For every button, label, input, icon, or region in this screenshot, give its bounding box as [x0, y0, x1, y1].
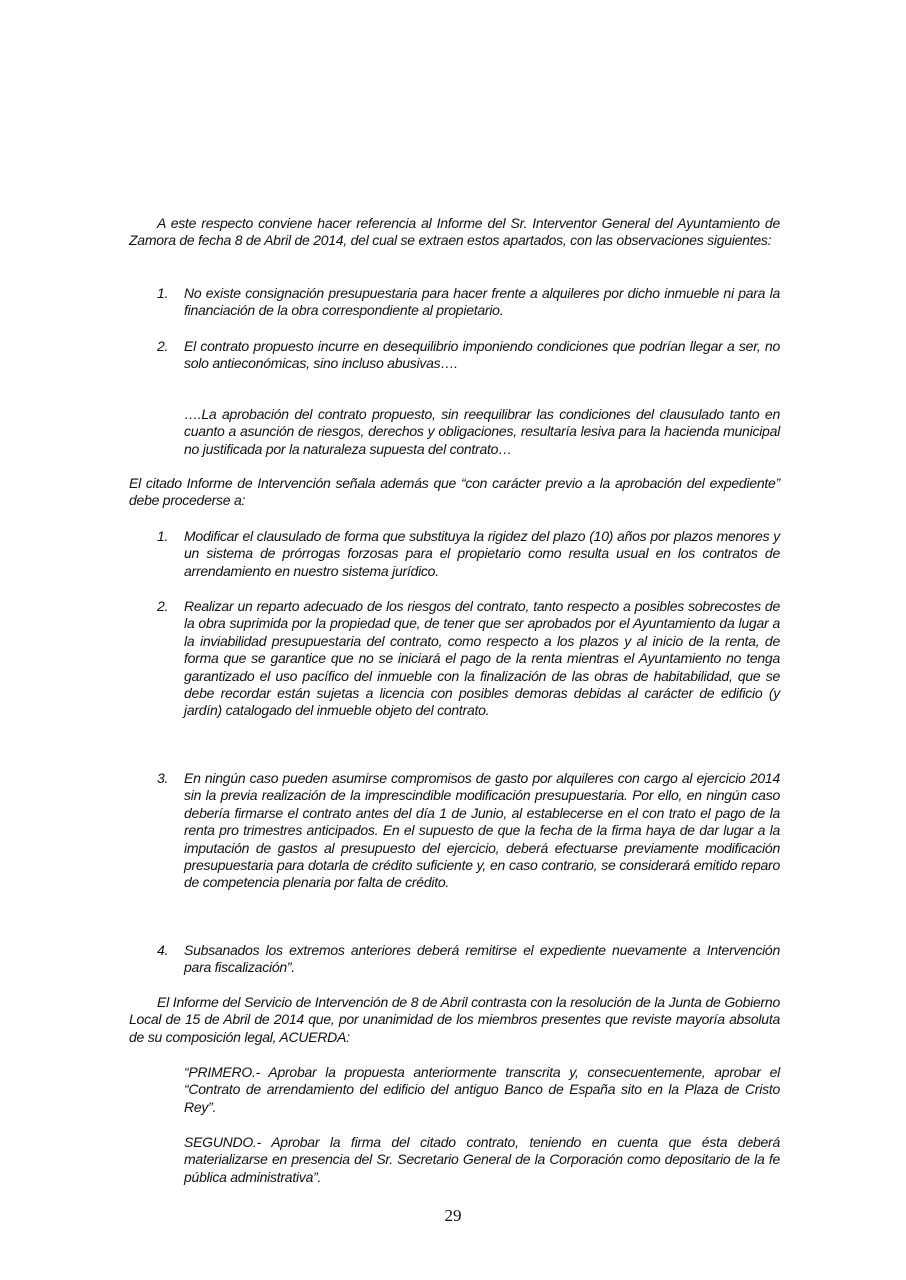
- list-text: Subsanados los extremos anteriores deberá remitirse el expediente nuevamente a Intervención para fiscalización”.: [184, 942, 780, 976]
- list-number: 2.: [157, 338, 169, 354]
- list-text: En ningún caso pueden asumirse compromisos de gasto por alquileres con cargo al ejercicio 2014 sin la previa realización de la imprescindible modificación presupuestaria. Por ello, en ningún caso debería firmarse el contrato antes del día 1 de Junio, al establecerse en el con trato el pago de la renta pro trimestres anticipados. En el supuesto de que la fecha de la firma haya de dar lugar a la imputación de gastos al presupuesto del ejercicio, deberá efectuarse previamente modificación presupuestaria para dotarla de crédito suficiente y, en caso contrario, se considerará emitido reparo de competencia plenaria por falta de crédito.: [184, 770, 780, 891]
- intro-paragraph: A este respecto conviene hacer referencia al Informe del Sr. Interventor General del Ayuntamiento de Zamora de fecha 8 de Abril de 2014, del cual se extraen estos apartados, con las observaciones siguientes:: [129, 215, 780, 249]
- list-item: [157, 338, 780, 373]
- list-item: [157, 770, 780, 892]
- list-number: 4.: [157, 942, 169, 958]
- list-number: 3.: [157, 770, 169, 786]
- segundo-paragraph: SEGUNDO.- Aprobar la firma del citado contrato, teniendo en cuenta que ésta deberá materializarse en presencia del Sr. Secretario General de la Corporación como depositario de la fe pública administrativa”.: [184, 1134, 780, 1185]
- list-text: Modificar el clausulado de forma que substituya la rigidez del plazo (10) años por plazos menores y un sistema de prórrogas forzosas para el propietario como resulta usual en los contratos de arrendamiento en nuestro sistema jurídico.: [184, 528, 780, 579]
- list-number: 1.: [157, 528, 169, 544]
- primero-paragraph: “PRIMERO.- Aprobar la propuesta anteriormente transcrita y, consecuentemente, aprobar el “Contrato de arrendamiento del edificio del antiguo Banco de España sito en la Plaza de Cristo Rey”.: [184, 1064, 780, 1115]
- page-number: 29: [444, 1206, 462, 1225]
- list-item: [157, 942, 780, 977]
- list-number: 1.: [157, 285, 169, 301]
- list-text: El contrato propuesto incurre en desequilibrio imponiendo condiciones que podrían llegar a ser, no solo antieconómicas, sino incluso abusivas….: [184, 338, 780, 372]
- list-item: [157, 285, 780, 320]
- list-text: Realizar un reparto adecuado de los riesgos del contrato, tanto respecto a posibles sobrecostes de la obra suprimida por la propiedad que, de tener que ser aprobados por el Ayuntamiento da lugar a la inviabilidad presupuestaria del contrato, como respecto a los plazos y al inicio de la renta, de forma que se garantice que no se iniciará el pago de la renta mientras el Ayuntamiento no tenga garantizado el uso pacífico del inmueble con la finalización de las obras de habitabilidad, que se debe recordar están sujetas a licencia con posibles demoras debidas al carácter de edificio (y jardín) catalogado del inmueble objeto del contrato.: [184, 598, 780, 719]
- cited-paragraph: El citado Informe de Intervención señala además que “con carácter previo a la aprobación del expediente” debe procederse a:: [129, 475, 780, 509]
- list-item: [157, 528, 780, 580]
- contrast-paragraph: El Informe del Servicio de Intervención de 8 de Abril contrasta con la resolución de la Junta de Gobierno Local de 15 de Abril de 2014 que, por unanimidad de los miembros presentes que reviste mayoría absoluta de su composición legal, ACUERDA:: [129, 994, 780, 1045]
- list-item: [157, 598, 780, 720]
- quote-paragraph: ….La aprobación del contrato propuesto, sin reequilibrar las condiciones del clausulado tanto en cuanto a asunción de riesgos, derechos y obligaciones, resultaría lesiva para la hacienda municipal no justificada por la naturaleza supuesta del contrato…: [184, 406, 780, 457]
- list-text: No existe consignación presupuestaria para hacer frente a alquileres por dicho inmueble ni para la financiación de la obra correspondiente al propietario.: [184, 285, 780, 319]
- list-number: 2.: [157, 598, 169, 614]
